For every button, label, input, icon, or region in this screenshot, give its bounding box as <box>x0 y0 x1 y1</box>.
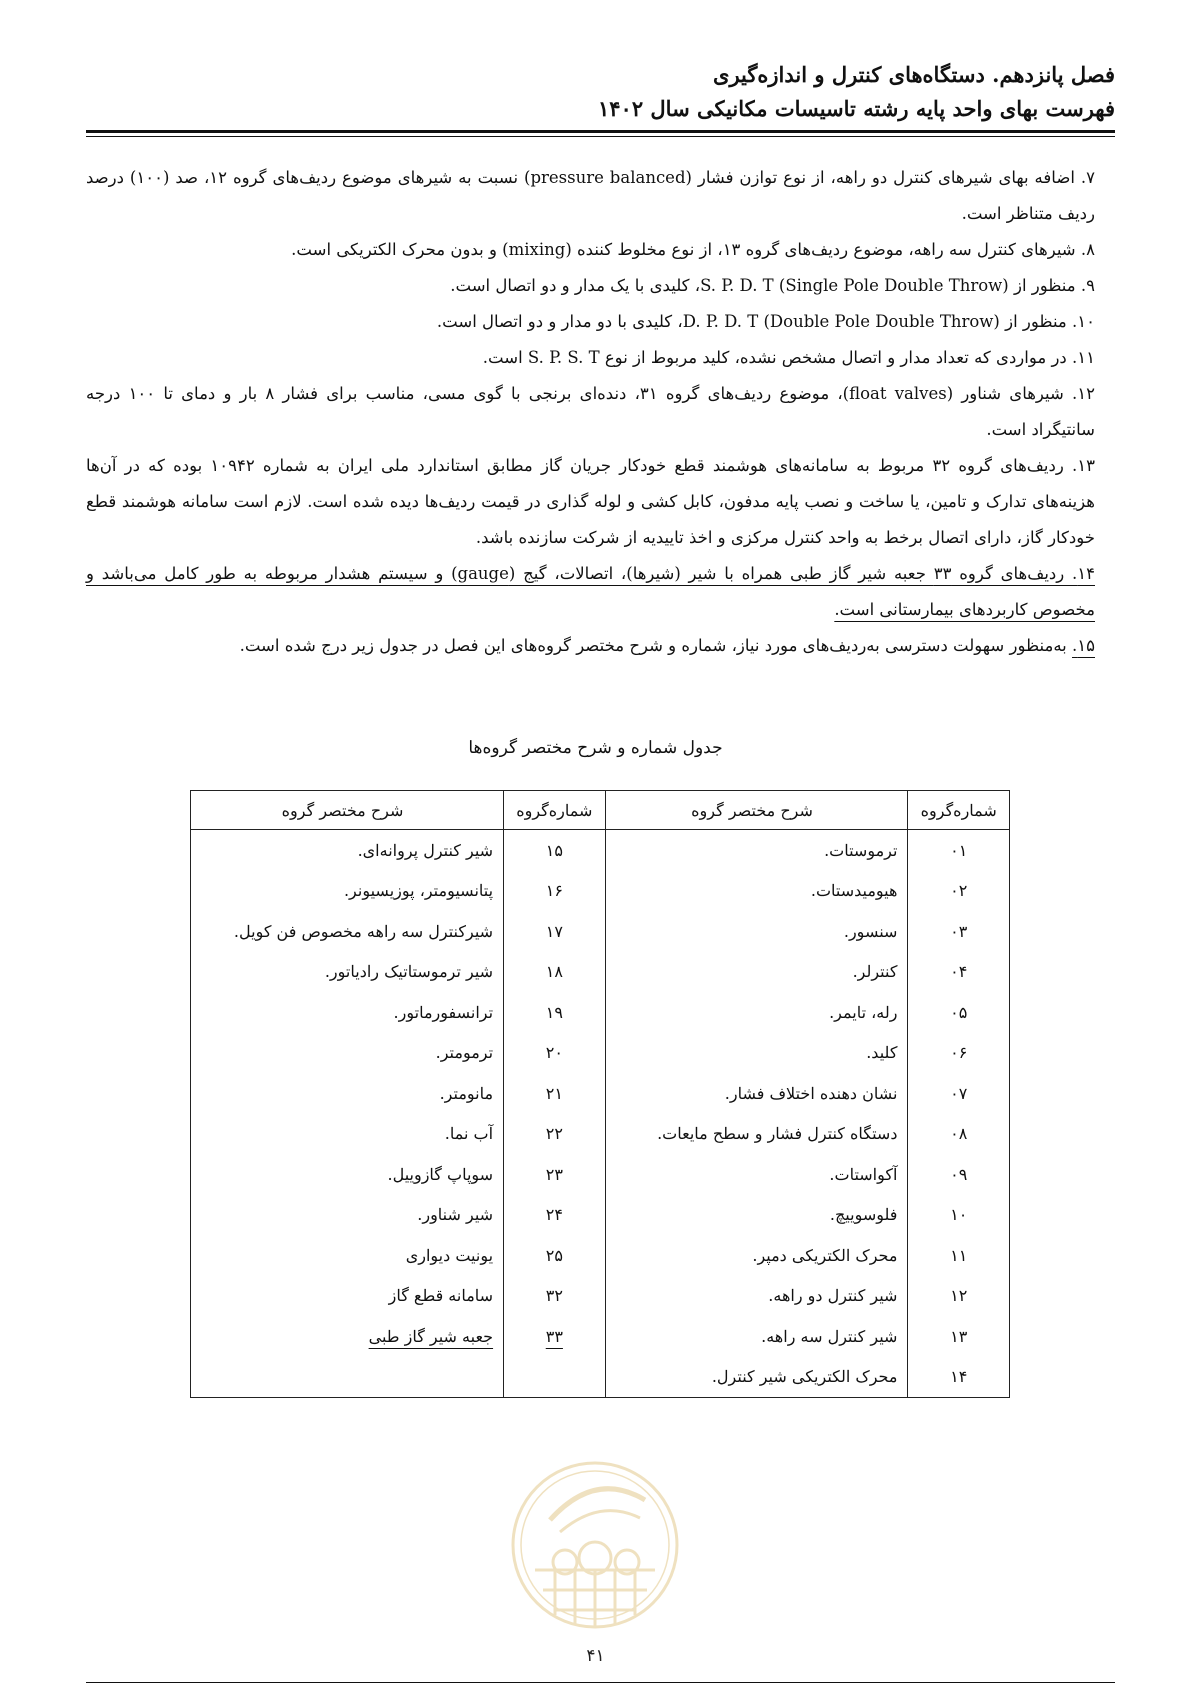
group-number: ۰۵ <box>908 992 1010 1033</box>
group-description: شیر کنترل پروانه‌ای. <box>191 830 504 871</box>
group-number <box>504 1316 606 1357</box>
group-number: ۰۴ <box>908 952 1010 993</box>
group-number: ۰۶ <box>908 1033 1010 1074</box>
note-15-text: به‌منظور سهولت دسترسی به‌ردیف‌های مورد نیاز، شماره و شرح مختصر گروه‌های این فصل در جدول زیر درج شده است. <box>239 636 1073 655</box>
group-description: کنترلر. <box>605 952 908 993</box>
group-number: ۱۹ <box>504 992 606 1033</box>
group-number: ۲۰ <box>504 1033 606 1074</box>
group-description: سوپاپ گازوییل. <box>191 1154 504 1195</box>
table-row <box>191 952 1010 993</box>
group-number: ۱۰ <box>908 1195 1010 1236</box>
header-description-2: شرح مختصر گروه <box>191 791 504 830</box>
group-description: فلوسوییچ. <box>605 1195 908 1236</box>
group-description: پتانسیومتر، پوزیسیونر. <box>191 871 504 912</box>
header-description-1: شرح مختصر گروه <box>605 791 908 830</box>
group-number: ۱۵ <box>504 830 606 871</box>
note-10: ۱۰. منظور از D. P. D. T (Double Pole Double Throw)، کلیدی با دو مدار و دو اتصال است. <box>436 312 1095 331</box>
group-description: شیر کنترل سه راهه. <box>605 1316 908 1357</box>
group-description: شیر کنترل دو راهه. <box>605 1276 908 1317</box>
group-description-underlined: جعبه شیر گاز طبی <box>368 1326 494 1346</box>
group-number: ۱۴ <box>908 1357 1010 1398</box>
note-13: ۱۳. ردیف‌های گروه ۳۲ مربوط به سامانه‌های هوشمند قطع خودکار جریان گاز مطابق استاندارد ملی ایران به شماره ۱۰۹۴۲ بوده که در آن‌ها هزینه‌های تدارک و تامین، یا ساخت و نصب پایه مدفون، کابل کشی و لوله گذاری در قیمت ردیف‌ها دیده شده است. لازم است سامانه هوشمند قطع خودکار گاز، دارای اتصال برخط به واحد کنترل مرکزی و اخذ تاییدیه از شرکت سازنده باشد. <box>86 456 1095 547</box>
note-8: ۸. شیرهای کنترل سه راهه، موضوع ردیف‌های گروه ۱۳، از نوع مخلوط کننده (mixing) و بدون محرک الکتریکی است. <box>291 240 1095 259</box>
note-9: ۹. منظور از S. P. D. T (Single Pole Double Throw)، کلیدی با یک مدار و دو اتصال است. <box>450 276 1095 295</box>
group-description: محرک الکتریکی شیر کنترل. <box>605 1357 908 1398</box>
group-description: دستگاه کنترل فشار و سطح مایعات. <box>605 1114 908 1155</box>
group-description: محرک الکتریکی دمپر. <box>605 1235 908 1276</box>
group-number: ۱۶ <box>504 871 606 912</box>
group-description: مانومتر. <box>191 1073 504 1114</box>
group-number: ۲۱ <box>504 1073 606 1114</box>
group-number: ۰۷ <box>908 1073 1010 1114</box>
group-number: ۱۲ <box>908 1276 1010 1317</box>
table-row <box>191 1235 1010 1276</box>
table-row <box>191 871 1010 912</box>
table-row <box>191 1195 1010 1236</box>
group-number: ۱۱ <box>908 1235 1010 1276</box>
group-description: سنسور. <box>605 911 908 952</box>
group-number: ۰۳ <box>908 911 1010 952</box>
table-row <box>191 1114 1010 1155</box>
watermark-logo-icon <box>505 1450 685 1660</box>
group-description: ترانسفورماتور. <box>191 992 504 1033</box>
notes-list <box>86 160 1115 664</box>
table-row <box>191 992 1010 1033</box>
group-number: ۳۲ <box>504 1276 606 1317</box>
table-row <box>191 1033 1010 1074</box>
group-number: ۱۷ <box>504 911 606 952</box>
price-list-title: فهرست بهای واحد پایه رشته تاسیسات مکانیکی سال ۱۴۰۲ <box>597 96 1115 121</box>
group-number: ۰۱ <box>908 830 1010 871</box>
group-description: آکواستات. <box>605 1154 908 1195</box>
group-description: هیومیدستات. <box>605 871 908 912</box>
note-15-number: ۱۵. <box>1072 636 1095 655</box>
note-7: ۷. اضافه بهای شیرهای کنترل دو راهه، از نوع توازن فشار (pressure balanced) نسبت به شیرهای موضوع ردیف‌های گروه ۱۲، صد (۱۰۰) درصد ردیف متناظر است. <box>86 168 1095 223</box>
note-11: ۱۱. در مواردی که تعداد مدار و اتصال مشخص نشده، کلید مربوط از نوع S. P. S. T است. <box>482 348 1095 367</box>
table-row <box>191 1316 1010 1357</box>
table-caption: جدول شماره و شرح مختصر گروه‌ها <box>468 738 723 758</box>
group-number: ۲۳ <box>504 1154 606 1195</box>
group-description: شیرکنترل سه راهه مخصوص فن کویل. <box>191 911 504 952</box>
group-number: ۰۲ <box>908 871 1010 912</box>
note-14 <box>86 556 1115 628</box>
table-row <box>191 911 1010 952</box>
header-rule-thin <box>86 136 1115 137</box>
group-number: ۱۳ <box>908 1316 1010 1357</box>
note-15 <box>86 628 1115 664</box>
group-description: نشان دهنده اختلاف فشار. <box>605 1073 908 1114</box>
note-14-text: ۱۴. ردیف‌های گروه ۳۳ جعبه شیر گاز طبی همراه با شیر (شیرها)، اتصالات، گیج (gauge) و سیستم هشدار مربوطه به طور کامل می‌باشد و مخصوص کاربردهای بیمارستانی است. <box>86 564 1095 619</box>
group-number: ۱۸ <box>504 952 606 993</box>
group-description <box>191 1357 504 1398</box>
groups-table <box>190 790 1010 1398</box>
table-row <box>191 830 1010 871</box>
group-description: یونیت دیواری <box>191 1235 504 1276</box>
note-12: ۱۲. شیرهای شناور (float valves)، موضوع ردیف‌های گروه ۳۱، دنده‌ای برنجی با گوی مسی، مناسب برای فشار ۸ بار و دمای تا ۱۰۰ درجه سانتیگراد است. <box>86 384 1095 439</box>
group-description: ترموستات. <box>605 830 908 871</box>
group-description: آب نما. <box>191 1114 504 1155</box>
group-number: ۰۹ <box>908 1154 1010 1195</box>
group-description: کلید. <box>605 1033 908 1074</box>
group-number: ۰۸ <box>908 1114 1010 1155</box>
header-rule-thick <box>86 130 1115 133</box>
page-number: ۴۱ <box>586 1646 605 1666</box>
group-number-underlined: ۳۳ <box>545 1326 563 1346</box>
table-row <box>191 1154 1010 1195</box>
group-description: سامانه قطع گاز <box>191 1276 504 1317</box>
table-header-row <box>191 791 1010 830</box>
group-description: ترمومتر. <box>191 1033 504 1074</box>
table-row <box>191 1276 1010 1317</box>
footer-rule <box>86 1682 1115 1683</box>
header-number-1: شماره‌گروه <box>908 791 1010 830</box>
group-number: ۲۴ <box>504 1195 606 1236</box>
table-row <box>191 1357 1010 1398</box>
group-number: ۲۲ <box>504 1114 606 1155</box>
group-description <box>191 1316 504 1357</box>
group-description: رله، تایمر. <box>605 992 908 1033</box>
chapter-title: فصل پانزدهم. دستگاه‌های کنترل و اندازه‌گیری <box>713 62 1115 87</box>
group-number <box>504 1357 606 1398</box>
table-row <box>191 1073 1010 1114</box>
group-description: شیر ترموستاتیک رادیاتور. <box>191 952 504 993</box>
header-number-2: شماره‌گروه <box>504 791 606 830</box>
group-description: شیر شناور. <box>191 1195 504 1236</box>
group-number: ۲۵ <box>504 1235 606 1276</box>
page-header <box>86 58 1115 126</box>
